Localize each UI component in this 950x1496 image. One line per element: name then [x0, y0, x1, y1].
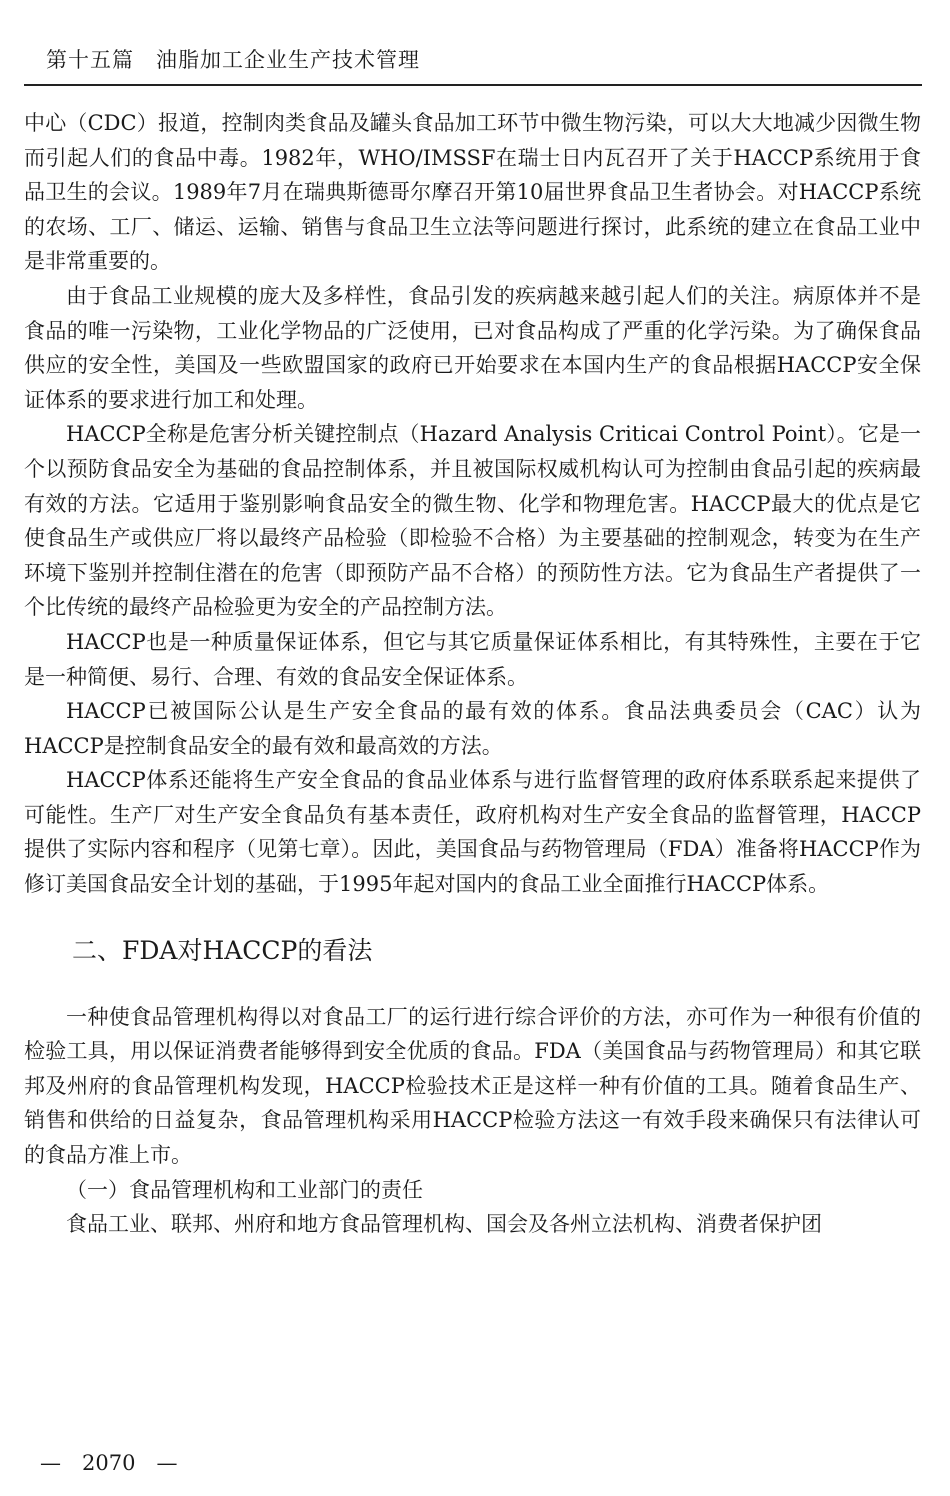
section-heading: 二、FDA对HACCP的看法: [72, 935, 373, 965]
paragraph: 一种使食品管理机构得以对食品工厂的运行进行综合评价的方法，亦可作为一种很有价值的检验工具，用以保证消费者能够得到安全优质的食品。FDA（美国食品与药物管理局）和其它联邦及州府的食品管理机构发现，HACCP检验技术正是这样一种有价值的工具。随着食品生产、销售和供给的日益复杂，食品管理机构采用HACCP检验方法这一有效手段来确保只有法律认可的食品方准上市。: [24, 1004, 921, 1168]
paragraph: HACCP全称是危害分析关键控制点（Hazard Analysis Criticai Control Point）。它是一个以预防食品安全为基础的食品控制体系，并且被国际权威机构认可为控制由食品引起的疾病最有效的方法。它适用于鉴别影响食品安全的微生物、化学和物理危害。HACCP最大的优点是它使食品生产或供应厂将以最终产品检验（即检验不合格）为主要基础的控制观念，转变为在生产环境下鉴别并控制住潜在的危害（即预防产品不合格）的预防性方法。它为食品生产者提供了一个比传统的最终产品检验更为安全的产品控制方法。: [24, 422, 921, 620]
paragraph: HACCP已被国际公认是生产安全食品的最有效的体系。食品法典委员会（CAC）认为HACCP是控制食品安全的最有效和最高效的方法。: [24, 699, 921, 758]
body-text: [24, 106, 921, 1242]
subsection-heading: （一）食品管理机构和工业部门的责任: [66, 1177, 423, 1202]
paragraph: 食品工业、联邦、州府和地方食品管理机构、国会及各州立法机构、消费者保护团: [66, 1212, 822, 1237]
paragraph: 由于食品工业规模的庞大及多样性，食品引发的疾病越来越引起人们的关注。病原体并不是食品的唯一污染物，工业化学物品的广泛使用，已对食品构成了严重的化学污染。为了确保食品供应的安全性，美国及一些欧盟国家的政府已开始要求在本国内生产的食品根据HACCP安全保证体系的要求进行加工和处理。: [24, 283, 921, 412]
paragraph-continuation: 中心（CDC）报道，控制肉类食品及罐头食品加工环节中微生物污染，可以大大地减少因微生物而引起人们的食品中毒。1982年，WHO/IMSSF在瑞士日内瓦召开了关于HACCP系统用于食品卫生的会议。1989年7月在瑞典斯德哥尔摩召开第10届世界食品卫生者协会。对HACCP系统的农场、工厂、储运、运输、销售与食品卫生立法等问题进行探讨，此系统的建立在食品工业中是非常重要的。: [24, 111, 921, 274]
page-number: — 2070 —: [40, 1451, 178, 1475]
paragraph: HACCP也是一种质量保证体系，但它与其它质量保证体系相比，有其特殊性，主要在于它是一种简便、易行、合理、有效的食品安全保证体系。: [24, 629, 921, 689]
paragraph: HACCP体系还能将生产安全食品的食品业体系与进行监督管理的政府体系联系起来提供了可能性。生产厂对生产安全食品负有基本责任，政府机构对生产安全食品的监督管理，HACCP提供了实际内容和程序（见第七章）。因此，美国食品与药物管理局（FDA）准备将HACCP作为修订美国食品安全计划的基础，于1995年起对国内的食品工业全面推行HACCP体系。: [24, 768, 921, 897]
header-rule: [24, 84, 922, 86]
running-header: 第十五篇 油脂加工企业生产技术管理: [46, 48, 420, 72]
